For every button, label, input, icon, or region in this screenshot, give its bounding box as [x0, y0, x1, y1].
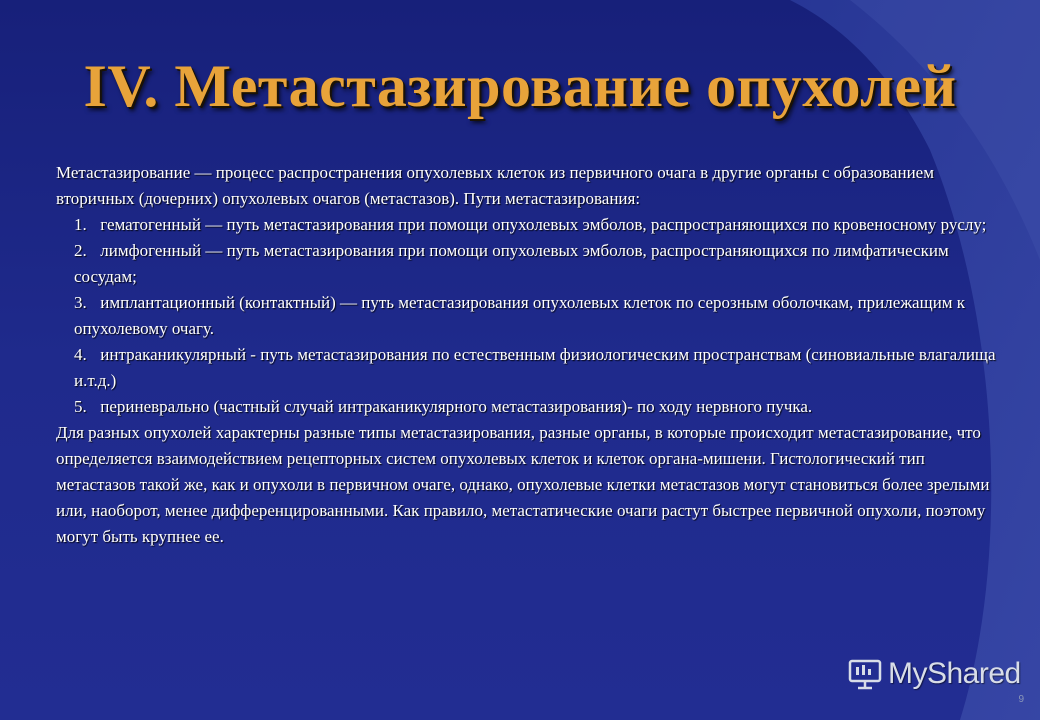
- list-item-text: лимфогенный — путь метастазирования при помощи опухолевых эмболов, распространяющихся по лимфатическим сосудам;: [74, 241, 949, 286]
- slide-body: [56, 160, 1006, 550]
- list-item-text: интраканикулярный - путь метастазирования по естественным физиологическим пространствам (синовиальные влагалища и.т.д.): [74, 345, 996, 390]
- list-item: [56, 290, 1006, 342]
- intro-paragraph: Метастазирование — процесс распространения опухолевых клеток из первичного очага в другие органы с образованием вторичных (дочерних) опухолевых очагов (метастазов). Пути метастазирования:: [56, 163, 934, 208]
- page-number: 9: [1018, 694, 1024, 705]
- list-item-text: имплантационный (контактный) — путь метастазирования опухолевых клеток по серозным оболочкам, прилежащим к опухолевому очагу.: [74, 293, 966, 338]
- myshared-watermark-link[interactable]: [848, 654, 1021, 694]
- list-item-number: 5.: [74, 397, 87, 416]
- list-item: [56, 238, 1006, 290]
- conclusion-paragraph: Для разных опухолей характерны разные типы метастазирования, разные органы, в которые происходит метастазирование, что определяется взаимодействием рецепторных систем опухолевых клеток и клеток органа-мишени. Гистологический тип метастазов такой же, как и опухоли в первичном очаге, однако, опухолевые клетки метастазов могут становиться более зрелыми или, наоборот, менее дифференцированными. Как правило, метастатические очаги растут быстрее первичной опухоли, поэтому могут быть крупнее ее.: [56, 423, 990, 546]
- brand-name: MyShared: [888, 657, 1021, 690]
- list-item: [56, 394, 1006, 420]
- metastasis-routes-list: [56, 212, 1006, 420]
- list-item-number: 1.: [74, 215, 87, 234]
- list-item-text: гематогенный — путь метастазирования при помощи опухолевых эмболов, распространяющихся по кровеносному руслу;: [100, 215, 987, 234]
- list-item: [56, 212, 1006, 238]
- list-item-text: периневрально (частный случай интраканикулярного метастазирования)- по ходу нервного пучка.: [100, 397, 813, 416]
- list-item-number: 2.: [74, 241, 87, 260]
- list-item-number: 4.: [74, 345, 87, 364]
- slide-title: IV. Метастазирование опухолей: [83, 53, 957, 119]
- list-item: [56, 342, 1006, 394]
- list-item-number: 3.: [74, 293, 87, 312]
- presentation-screen-icon: [848, 657, 882, 691]
